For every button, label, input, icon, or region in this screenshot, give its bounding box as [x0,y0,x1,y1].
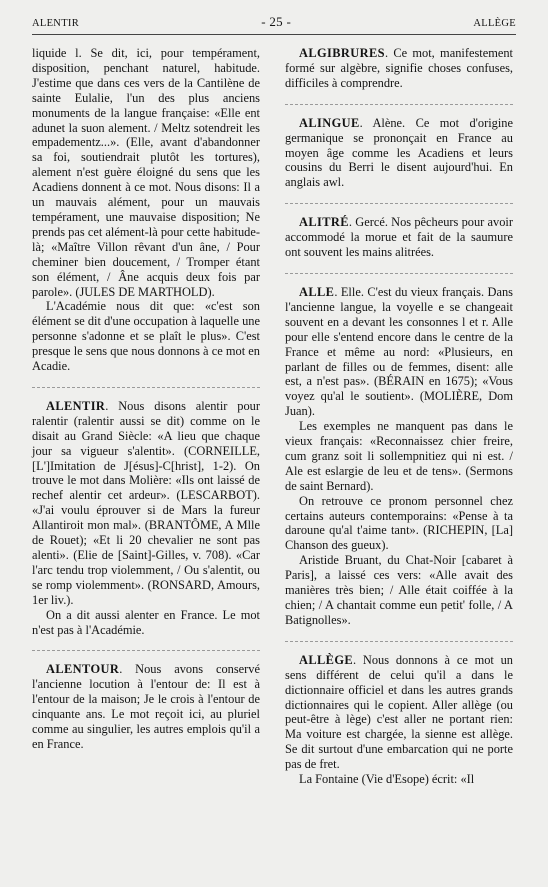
header-right-word: ALLÈGE [473,18,516,29]
entry-alle [285,273,513,628]
entry-alentir [32,387,260,638]
entry-text: La Fontaine (Vie d'Esope) écrit: «Il [299,772,475,787]
entry-text: . Alène. Ce mot d'origine germanique se prononçait en France au moyen âge comme les Acadiens et leurs cousins du Berri le disent aujourd'hui. En anglais awl. [285,115,513,190]
entry-allege [285,641,513,787]
running-header [32,14,516,35]
page-number: - 25 - [261,14,292,29]
headword: ALITRÉ [299,215,349,230]
entry-text: . Nous donnons à ce mot un sens différent de celui qu'il a dans le dictionnaire officiel et dans les autres grands dictionnaires qui le copient. Aller allège (ou peut-être à lège) c'est aller ne portant rien: Ma voiture est chargée, la sienne est allège. Se dit surtout d'une embarcation qui ne porte pas de fret. [285,652,513,772]
headword: ALINGUE [299,115,360,130]
entry-alingue [285,104,513,191]
entry-alentour [32,650,260,751]
entry-text: Les exemples ne manquent pas dans le vieux français: «Reconnaissez chier freire, cum granz soit li sollempnitiez qui ni est. / Ale est eslargie de leu et de tens». (Sermons de saint Bernard). [285,419,513,493]
entry-text: . Ce mot, manifestement formé sur algèbre, signifie choses confuses, difficiles à comprendre. [285,46,513,90]
headword: ALENTOUR [46,662,120,677]
entry-text: Aristide Bruant, du Chat-Noir [cabaret à Paris], a laissé ces vers: «Alle avait des manières très bien; / Alle était coiffée à la chien; / A chantait comme eun petit' folle, / A Batignolles». [285,553,513,627]
entry-text: . Gercé. Nos pêcheurs pour avoir accommodé la morue et fait de la saumure ont souvent les mains alitrées. [285,215,513,260]
right-column [285,46,513,787]
entry-text: liquide l. Se dit, ici, pour tempérament, disposition, penchant naturel, habitude. J'estime que dans ces vers de la Cantilène de sainte Eulalie, l'un des plus anciens monuments de la langue française: «Elle ent adunet la suon alement. / Meltz sotendreit les empadementz...». (Elle, avant d'abandonner sa foi, soutiendrait plutôt les tortures), alement n'est guère éloigné du sens que les Acadiens donnent à ce mot. Nous disons: Il a un mauvais alément, pour un mauvais tempérament, une mauvaise disposition; Ne prends pas cet alément-là pour cette habitude-là; «Maître Villon rêvant d'un âne, / Pour cheminer bien doucement, / Tromper étant son élément, / Âne acquis deux fois par parole». (JULES DE MARTHOLD). [32,46,260,299]
left-column [32,46,260,752]
entry-text: On a dit aussi alenter en France. Le mot n'est pas à l'Académie. [32,607,260,637]
entry-alement-cont [32,46,260,374]
entry-text: L'Académie nous dit que: «c'est son élément se dit d'une occupation à laquelle une personne s'adonne et se plaît le plus». C'est presque le sens que nous donnons à ce mot en Acadie. [32,299,260,374]
entry-text: On retrouve ce pronom personnel chez certains auteurs contemporains: «Pense à ta daroune qu'al t'aime tant». (RICHEPIN, [La] Chanson des gueux). [285,493,513,553]
header-left-word: ALENTIR [32,18,80,29]
entry-text: . Nous disons alentir pour ralentir (ralentir aussi se dit) comme on le disait au Grand Siècle: «A lieu que chaque jour sa vigueur s'alentit». (CORNEILLE, [L']Imitation de J[ésus]-C[hrist], 1-2). On trouve le mot dans Molière: «Ils ont laissé de rechef alentir cet ardeur». (LESCARBOT). «J'ai voulu éprouver si de Mars la fureur Allantiroit mon mal». (BRANTÔME, A Mlle de Rouet); «Et li 20 chevalier ne sont pas alenti». (Elie de [Saint]-Gilles, v. 708). «Car l'arc tendu trop violemment, / Ou s'alentit, ou se romp violemment». (RONSARD, Amours, 1er liv.). [32,398,260,607]
headword: ALLÈGE [299,652,354,667]
entry-alitre [285,203,513,260]
headword: ALGIBRURES [299,46,385,60]
headword: ALENTIR [46,398,106,413]
entry-algibrures [285,46,513,91]
headword: ALLE [299,284,335,299]
entry-text: . Elle. C'est du vieux français. Dans l'ancienne langue, la voyelle e se changeait souvent en a devant les consonnes l et r. Alle pour elle s'entend encore dans le centre de la France et même au nord: «Plusieurs, en parlant de filles ou de femmes, disent: alle est, a n'est pas». (BÉRAIN en 1675); «Vous voyez qu'al le soutient». (MOLIÈRE, Dom Juan). [285,284,513,419]
entry-text: . Nous avons conservé l'ancienne locution à l'entour de: Il est à l'entour de la maison; Je le crois à l'entour de cinquante ans. Le mot reçoit ici, au pluriel comme au singulier, les autres emplois qu'il a en France. [32,662,260,751]
